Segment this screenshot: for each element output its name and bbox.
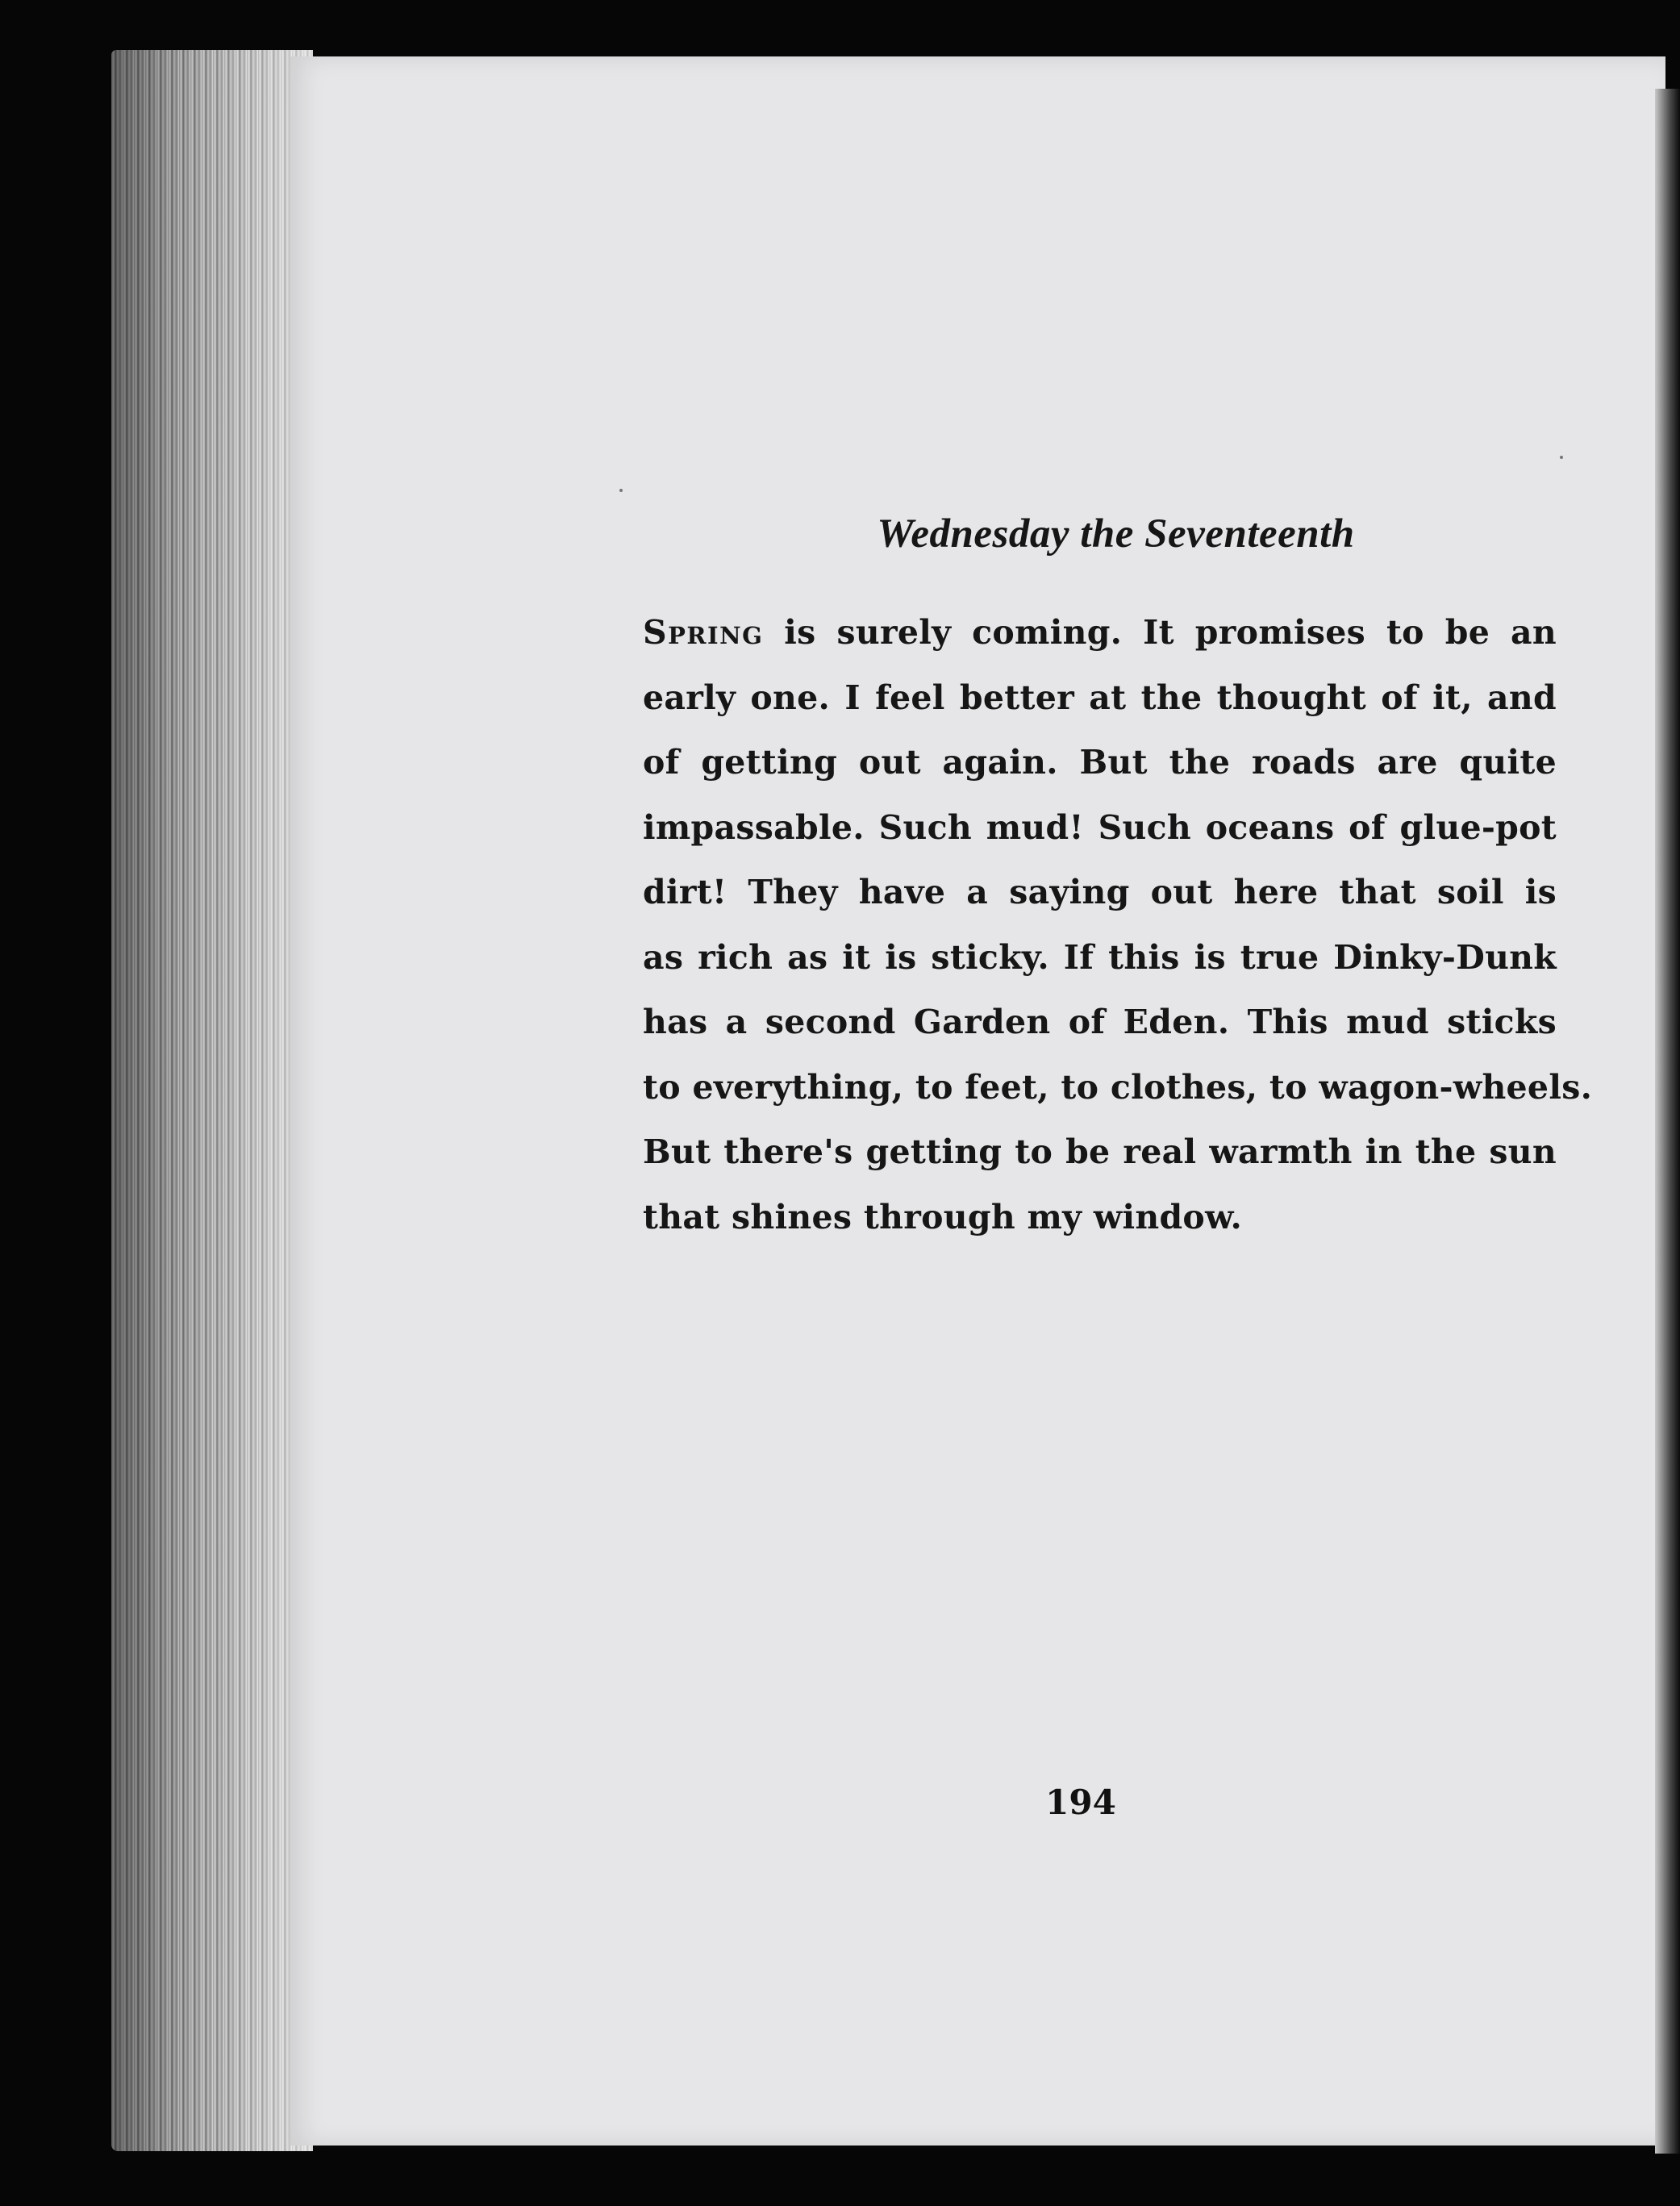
lead-word: Spring bbox=[643, 613, 764, 652]
text-line: to everything, to feet, to clothes, to wagon-wheels. bbox=[643, 1067, 1593, 1107]
text-line: But there's getting to be real warmth in the sun bbox=[643, 1132, 1557, 1171]
page-number: 194 bbox=[1045, 1783, 1116, 1822]
speck bbox=[1560, 456, 1563, 459]
line-text: is surely coming. It promises to be an bbox=[763, 613, 1557, 652]
speck bbox=[619, 489, 623, 492]
text-line: of getting out again. But the roads are quite bbox=[643, 743, 1557, 782]
body-paragraph bbox=[643, 600, 1593, 1249]
page-content bbox=[643, 510, 1593, 1249]
text-line: early one. I feel better at the thought of it, and bbox=[643, 678, 1557, 717]
section-heading: Wednesday the Seventeenth bbox=[877, 511, 1355, 557]
book-page-edges bbox=[111, 50, 313, 2151]
text-line bbox=[643, 600, 1557, 665]
text-line: as rich as it is sticky. If this is true Dinky-Dunk bbox=[643, 937, 1557, 977]
text-line: dirt! They have a saying out here that soil is bbox=[643, 873, 1557, 911]
text-line: has a second Garden of Eden. This mud sticks bbox=[643, 1003, 1557, 1041]
text-line: that shines through my window. bbox=[643, 1197, 1243, 1236]
text-line: impassable. Such mud! Such oceans of glue-pot bbox=[643, 807, 1557, 847]
page-right-edge bbox=[1655, 89, 1680, 2154]
